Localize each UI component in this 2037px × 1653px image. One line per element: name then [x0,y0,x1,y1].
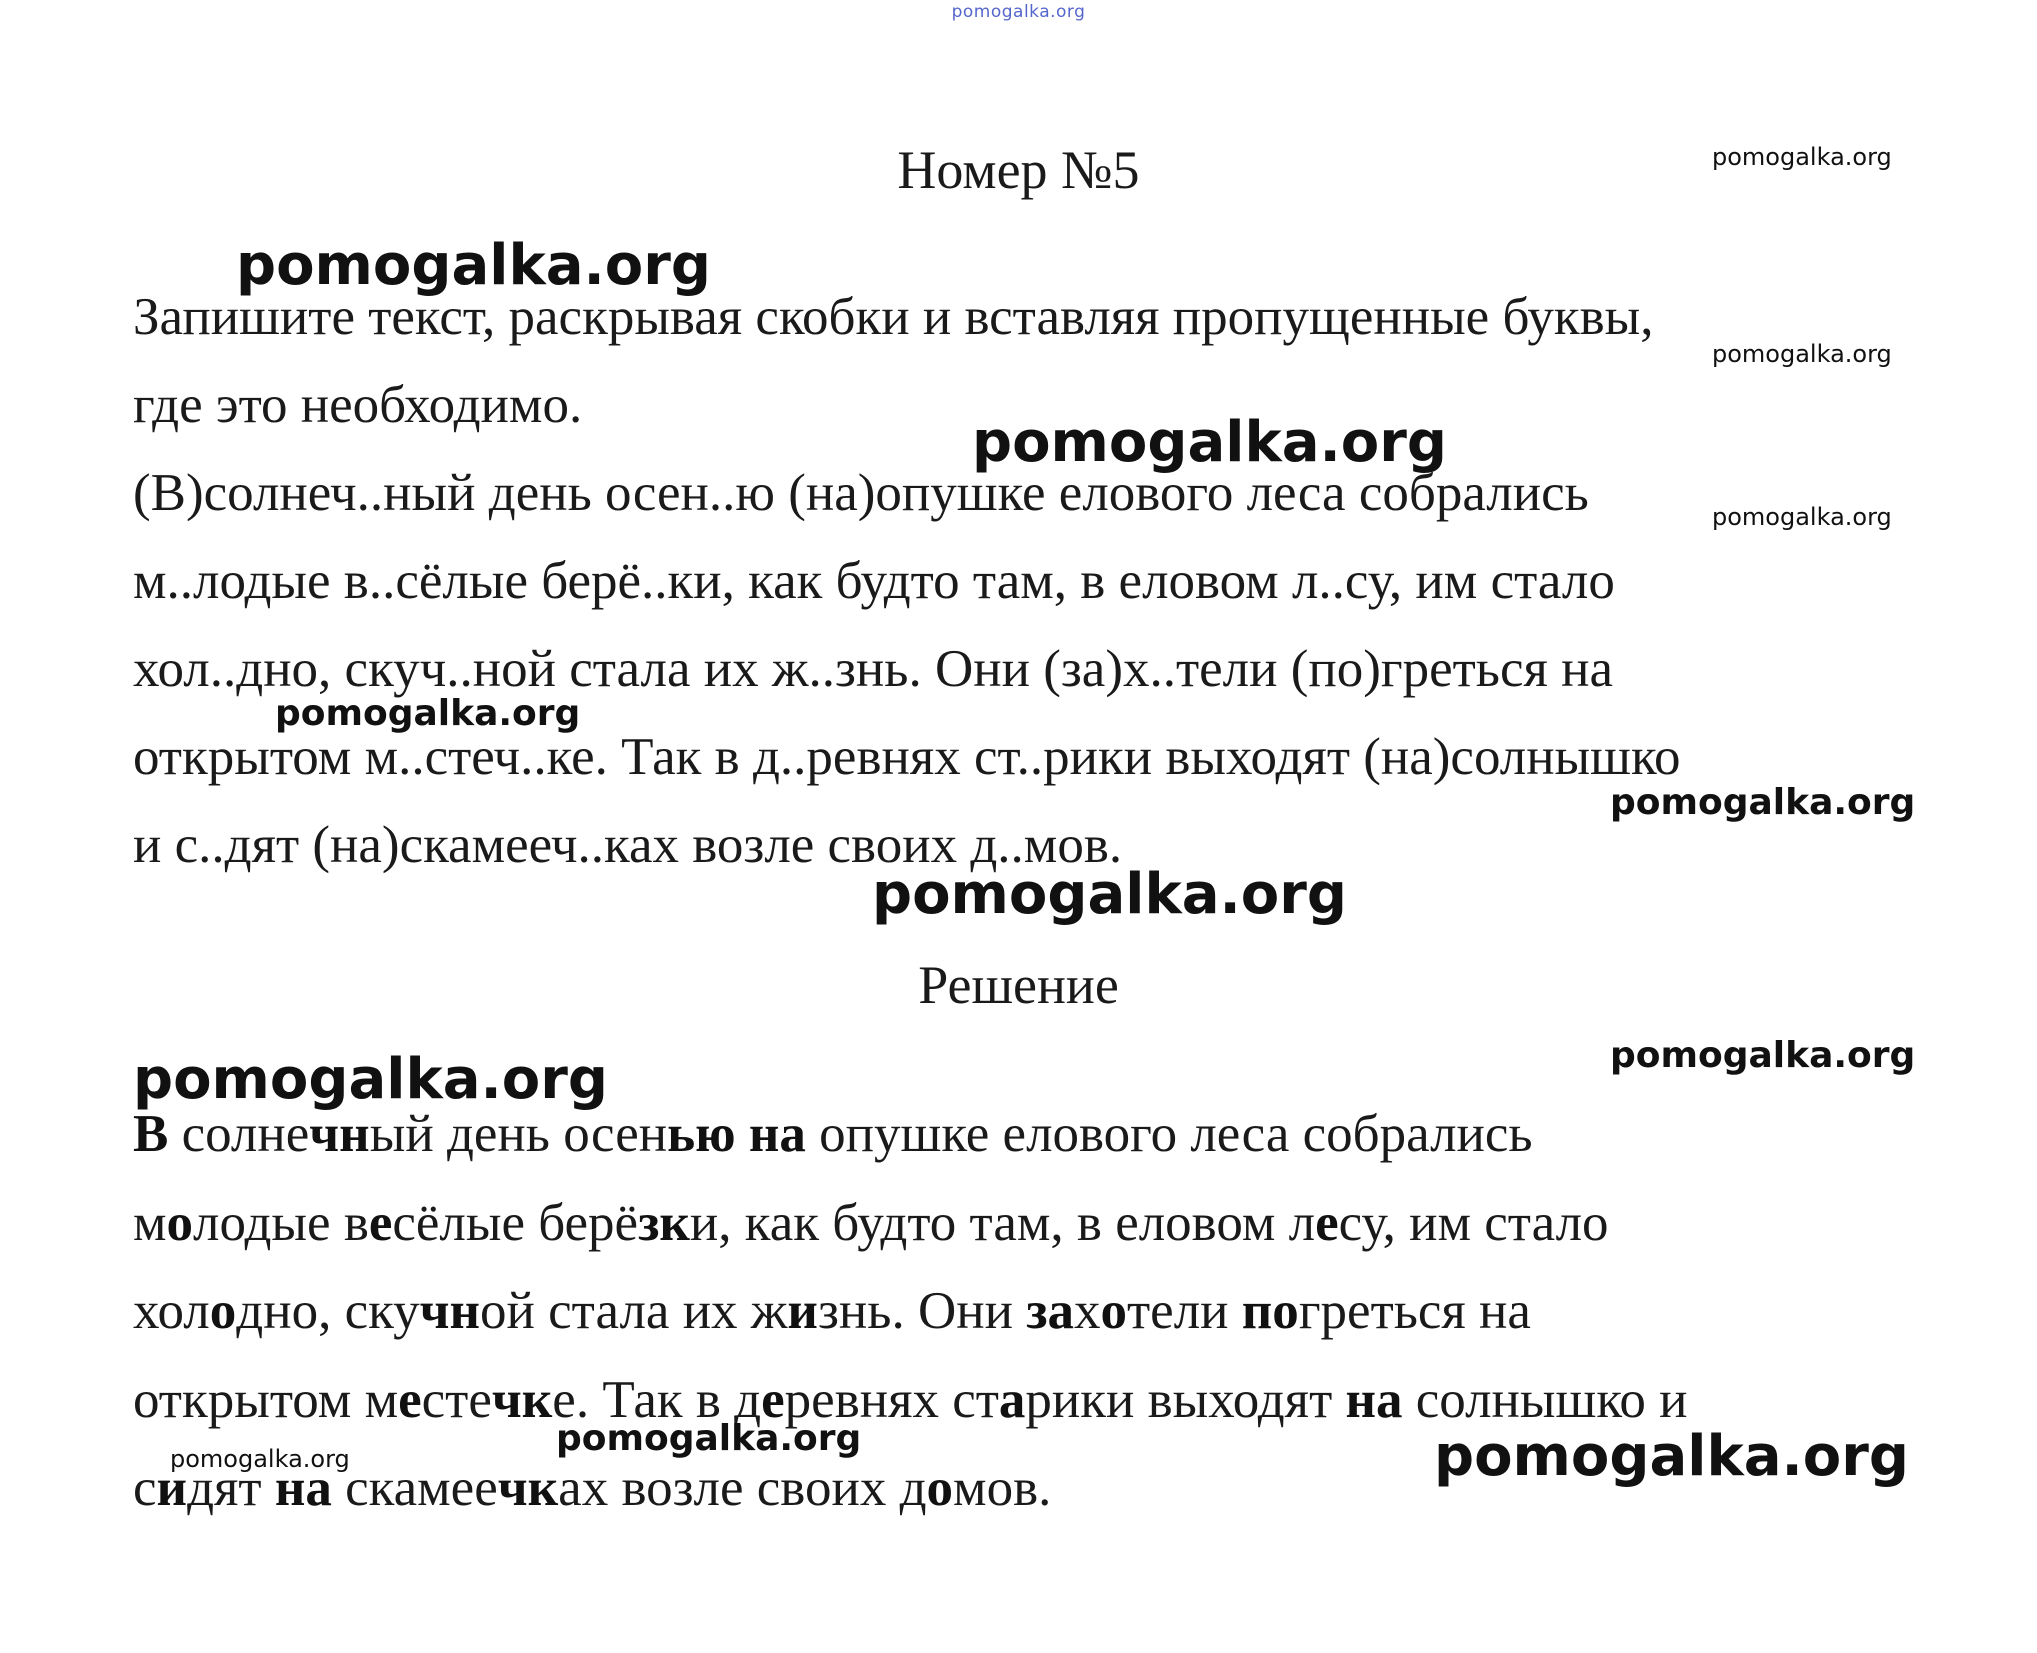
watermark: pomogalka.org [556,1418,862,1459]
watermark: pomogalka.org [170,1445,350,1473]
inserted-letters: е [368,1193,393,1252]
watermark: pomogalka.org [1712,143,1892,171]
inserted-letters: чн [419,1282,481,1340]
inserted-letters: на [274,1459,332,1517]
answer-text-segment: х [1074,1282,1101,1340]
top-site-link[interactable]: pomogalka.org [951,2,1086,22]
watermark: pomogalka.org [133,1047,608,1112]
inserted-letters: и [787,1282,818,1340]
inserted-letters: ью [667,1105,736,1163]
inserted-letters: чн [309,1105,370,1163]
solution-heading: Решение [918,955,1119,1015]
answer-text-segment [736,1105,749,1163]
inserted-letters: на [748,1105,806,1163]
watermark: pomogalka.org [1610,782,1916,823]
answer-text-segment: ах возле своих д [558,1459,927,1517]
answer-text-segment: тели [1127,1282,1242,1340]
answer-text-segment: сёлые берё [392,1193,639,1252]
answer-text-segment: скамее [331,1459,498,1517]
answer-text-segment: е. Так в д [552,1370,762,1429]
answer-line [133,1179,1933,1268]
inserted-letters: на [1345,1370,1403,1429]
answer-text-segment: открытом м [133,1370,399,1429]
page-title: Номер №5 [897,140,1140,200]
answer-text-segment: мов. [953,1459,1052,1517]
watermark: pomogalka.org [275,693,581,734]
answer-text-segment: су, им стало [1338,1193,1609,1252]
watermark: pomogalka.org [236,233,711,298]
watermark: pomogalka.org [1712,340,1892,368]
task-line: (В)солнеч..ный день осен..ю (на)опушке елового леса собрались [133,464,1589,522]
inserted-letters: а [998,1370,1026,1429]
answer-text-segment: ый день осен [369,1105,668,1163]
answer-text-segment: греться на [1298,1282,1531,1340]
inserted-letters: за [1026,1282,1075,1340]
task-line: хол..дно, скуч..ной стала их ж..знь. Они (за)х..тели (по)греться на [133,640,1614,698]
watermark: pomogalka.org [972,410,1447,475]
task-line: и с..дят (на)скамееч..ках возле своих д..мов. [133,816,1123,874]
inserted-letters: чк [491,1370,553,1429]
inserted-letters: по [1241,1282,1299,1340]
answer-text-segment: сте [421,1370,492,1429]
answer-text-segment: дят [187,1459,275,1517]
answer-text-segment: м [133,1193,167,1252]
task-line: открытом м..стеч..ке. Так в д..ревнях ст..рики выходят (на)солнышко [133,728,1681,786]
answer-text-segment: ревнях ст [784,1370,999,1429]
inserted-letters: и [156,1459,188,1517]
answer-text-segment: лодые в [193,1193,369,1252]
inserted-letters: о [166,1193,194,1252]
inserted-letters: е [1315,1193,1339,1252]
inserted-letters: В [133,1105,169,1163]
answer-text-segment: с [133,1459,157,1517]
answer-text-segment: солне [168,1105,310,1163]
answer-text-segment: рики выходят [1025,1370,1346,1429]
inserted-letters: е [398,1370,422,1429]
inserted-letters: зк [638,1193,690,1252]
watermark: pomogalka.org [1610,1035,1916,1076]
task-line: м..лодые в..сёлые берё..ки, как будто там, в еловом л..су, им стало [133,552,1615,610]
watermark: pomogalka.org [1434,1424,1909,1489]
answer-text-segment: опушке елового леса собрались [805,1105,1533,1163]
answer-text-segment: солнышко и [1402,1370,1688,1429]
inserted-letters: е [761,1370,785,1429]
inserted-letters: о [209,1282,237,1340]
inserted-letters: чк [497,1459,559,1517]
watermark: pomogalka.org [1712,503,1892,531]
answer-text-segment: хол [133,1282,210,1340]
answer-text-segment: знь. Они [817,1282,1027,1340]
inserted-letters: о [926,1459,954,1517]
watermark: pomogalka.org [872,862,1347,927]
answer-line [133,1267,1933,1356]
task-line: где это необходимо. [133,376,583,434]
answer-text-segment: ой стала их ж [480,1282,788,1340]
task-line: Запишите текст, раскрывая скобки и вставляя пропущенные буквы, [133,288,1654,346]
answer-text-segment: и, как будто там, в еловом л [689,1193,1316,1252]
inserted-letters: о [1100,1282,1128,1340]
answer-text-segment: дно, ску [236,1282,420,1340]
